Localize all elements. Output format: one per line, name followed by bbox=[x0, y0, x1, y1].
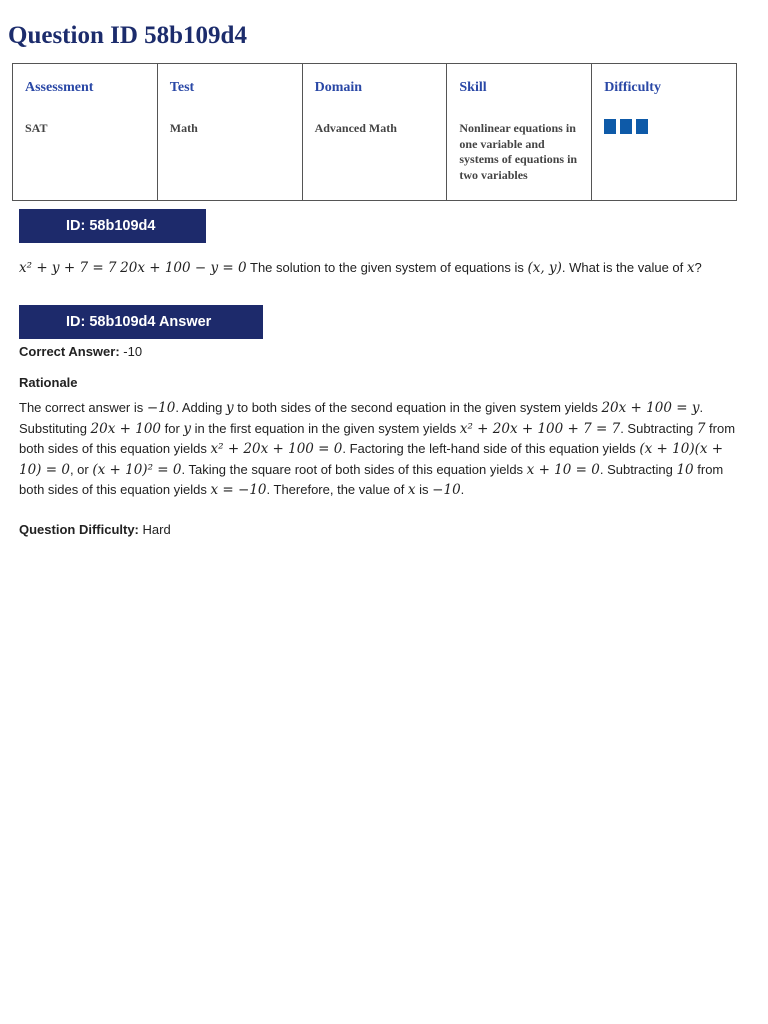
math-expression: y bbox=[225, 400, 234, 416]
meta-value-skill: Nonlinear equations in one variable and systems of equations in two variables bbox=[459, 121, 578, 182]
rationale-fragment: . Substituting bbox=[19, 400, 704, 436]
math-expression: 10 bbox=[676, 461, 694, 478]
question-difficulty bbox=[19, 522, 171, 537]
rationale-fragment: . Therefore, the value of bbox=[266, 482, 408, 498]
math-expression: x + 10 = 0 bbox=[526, 461, 600, 478]
math-expression: x = −10 bbox=[210, 482, 267, 499]
rationale-fragment: for bbox=[161, 420, 184, 436]
difficulty-bar bbox=[620, 119, 632, 134]
rationale-fragment: from both sides of this equation yields bbox=[19, 420, 736, 457]
math-expression: 20x + 100 bbox=[90, 420, 161, 437]
math-expression: 7 bbox=[696, 420, 706, 437]
question-variable: x bbox=[686, 260, 695, 276]
rationale-fragment: in the first equation in the given system yields bbox=[191, 420, 460, 436]
math-expression: y bbox=[183, 420, 192, 437]
difficulty-bar bbox=[604, 119, 616, 134]
correct-answer bbox=[19, 344, 142, 359]
meta-header-domain: Domain bbox=[314, 80, 363, 95]
rationale-fragment: is bbox=[415, 482, 433, 498]
page-title: Question ID 58b109d4 bbox=[8, 22, 247, 49]
rationale-fragment: . Subtracting bbox=[620, 420, 697, 436]
question-text-end: ? bbox=[694, 260, 702, 275]
meta-value-domain: Advanced Math bbox=[314, 121, 397, 135]
question-difficulty-label: Question Difficulty: bbox=[19, 522, 139, 537]
meta-cell-difficulty bbox=[592, 64, 737, 201]
meta-header-test: Test bbox=[169, 80, 195, 95]
meta-header-assessment: Assessment bbox=[25, 80, 94, 95]
question-text bbox=[19, 260, 702, 276]
correct-answer-label: Correct Answer: bbox=[19, 344, 120, 359]
question-text-mid: . What is the value of bbox=[561, 260, 684, 275]
rationale-fragment: . Subtracting bbox=[599, 461, 677, 477]
equation-1: x² + y + 7 = 7 bbox=[19, 260, 117, 276]
rationale-fragment: . Adding bbox=[175, 400, 226, 415]
rationale-fragment: , or bbox=[69, 461, 93, 477]
rationale-fragment: The correct answer is bbox=[19, 400, 147, 415]
rationale-heading: Rationale bbox=[19, 375, 78, 390]
question-id-banner: ID: 58b109d4 bbox=[19, 209, 206, 243]
meta-header-skill: Skill bbox=[459, 80, 487, 95]
math-expression: 20x + 100 = y bbox=[601, 400, 700, 416]
question-text-before: The solution to the given system of equations is bbox=[250, 260, 524, 275]
meta-cell-skill bbox=[447, 64, 592, 201]
rationale-text bbox=[19, 398, 749, 501]
equation-2: 20x + 100 − y = 0 bbox=[120, 260, 247, 276]
question-metadata-table bbox=[12, 63, 737, 201]
correct-answer-value: -10 bbox=[123, 344, 143, 359]
meta-cell-test bbox=[157, 64, 302, 201]
math-expression: x bbox=[407, 482, 416, 499]
rationale-fragment: to both sides of the second equation in the given system yields bbox=[233, 400, 602, 415]
math-expression: x² + 20x + 100 + 7 = 7 bbox=[459, 420, 621, 437]
difficulty-indicator bbox=[604, 119, 724, 134]
answer-id-banner: ID: 58b109d4 Answer bbox=[19, 305, 263, 339]
solution-pair: (x, y) bbox=[527, 260, 562, 276]
math-expression: (x + 10)(x + 10) = 0 bbox=[19, 441, 724, 478]
rationale-fragment: . Factoring the left-hand side of this equation yields bbox=[342, 441, 640, 457]
rationale-fragment: from both sides of this equation yields bbox=[19, 461, 724, 498]
rationale-fragment: . bbox=[460, 482, 465, 498]
meta-value-assessment: SAT bbox=[25, 121, 48, 135]
meta-cell-domain bbox=[302, 64, 447, 201]
math-expression: x² + 20x + 100 = 0 bbox=[210, 441, 343, 458]
meta-value-test: Math bbox=[169, 121, 198, 135]
math-expression: (x + 10)² = 0 bbox=[92, 461, 182, 478]
math-expression: −10 bbox=[146, 400, 176, 416]
meta-cell-assessment bbox=[13, 64, 158, 201]
question-difficulty-value: Hard bbox=[142, 522, 171, 537]
math-expression: −10 bbox=[432, 482, 461, 499]
meta-header-difficulty: Difficulty bbox=[604, 80, 661, 95]
difficulty-bar bbox=[636, 119, 648, 134]
rationale-fragment: . Taking the square root of both sides of this equation yields bbox=[181, 461, 527, 477]
